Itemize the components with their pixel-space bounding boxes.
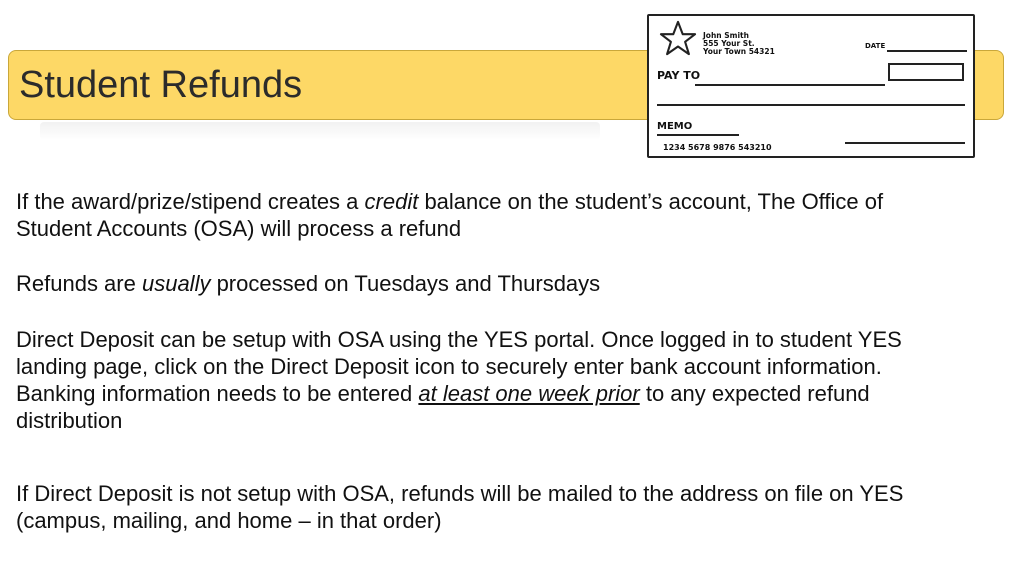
emphasis-usually: usually <box>141 271 211 296</box>
check-illustration <box>647 14 975 158</box>
text: Refunds are <box>16 271 142 296</box>
star-icon <box>659 20 697 56</box>
text: If the award/prize/stipend creates a <box>16 189 365 214</box>
check-date-line <box>887 50 967 52</box>
check-memo-label: MEMO <box>657 121 693 132</box>
check-address-line1: 555 Your St. <box>703 39 755 48</box>
check-amount-words-line <box>657 104 965 106</box>
paragraph-mailed-refunds: If Direct Deposit is not setup with OSA, refunds will be mailed to the address on file on YES (campus, mailing, and home – in that order) <box>16 481 904 533</box>
text: processed on Tuesdays and Thursdays <box>210 271 601 296</box>
text: balance on the student’s account, The Office of Student Accounts (OSA) will process a refund <box>16 189 884 241</box>
check-amount-box <box>888 63 964 81</box>
check-date-label: DATE <box>865 42 886 50</box>
check-address <box>703 32 775 56</box>
emphasis-one-week-prior: at least one week prior <box>418 381 640 406</box>
check-payto-label: PAY TO <box>657 69 701 82</box>
paragraph-refund-days <box>16 270 600 297</box>
text: Direct Deposit can be setup with OSA using the YES portal. Once logged in to student YES landing page, click on the Direct Deposit icon to securely enter bank account information. Banking information needs to be entered <box>16 327 902 406</box>
page-title: Student Refunds <box>19 64 303 106</box>
paragraph-credit-refund <box>16 188 956 242</box>
check-address-line2: Your Town 54321 <box>703 47 775 56</box>
text: to any expected refund distribution <box>16 381 870 433</box>
check-signature-line <box>845 142 965 144</box>
emphasis-credit: credit <box>364 189 419 214</box>
check-payee-line <box>695 84 885 86</box>
title-shadow <box>40 122 600 140</box>
check-memo-line <box>657 134 739 136</box>
paragraph-direct-deposit <box>16 326 956 434</box>
check-account-numbers: 1234 5678 9876 543210 <box>663 143 772 152</box>
check-name: John Smith <box>703 31 749 40</box>
